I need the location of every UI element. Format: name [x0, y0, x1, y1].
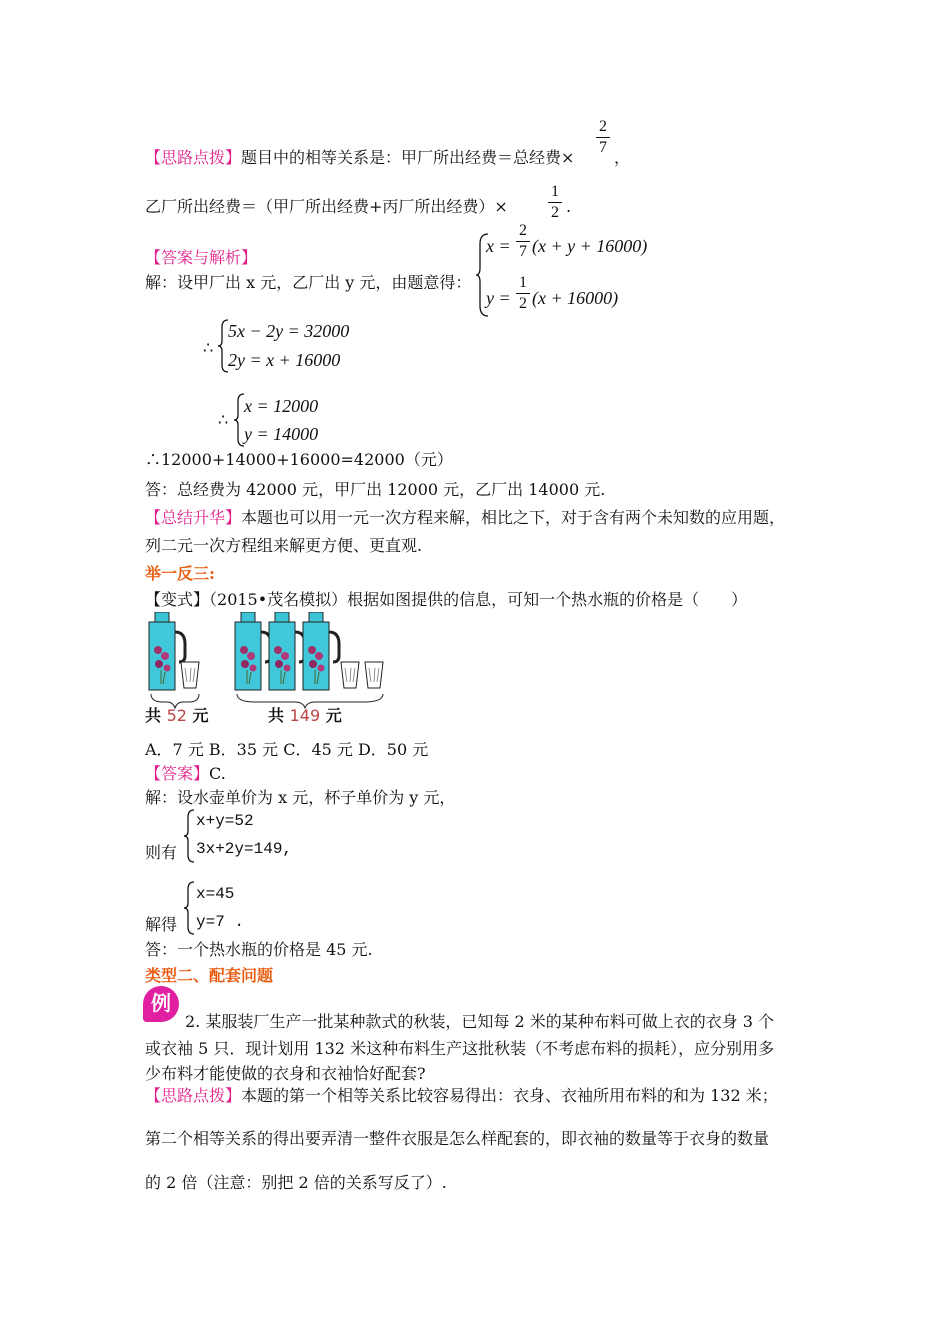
variant-eq1: x+y=52 [196, 812, 254, 830]
therefore-b: ∴ [203, 338, 214, 357]
answer1-tag: 【答案与解析】 [145, 248, 258, 267]
figure-label-2: 共 149 元 [268, 706, 342, 725]
hint1-text2: 乙厂所出经费＝（甲厂所出经费+丙厂所出经费）× [145, 197, 508, 216]
variant-sol2: y=7 . [196, 913, 245, 931]
system-a-eq2-rest: (x + 16000) [532, 288, 619, 308]
variant-answer: 【答案】C. [145, 764, 226, 783]
variant-options: A．7 元 B．35 元 C．45 元 D．50 元 [145, 740, 429, 759]
variant-tag: 【变式】 [145, 590, 210, 609]
thermos-icon [235, 612, 271, 690]
hint1-frac1: 2 7 [596, 118, 610, 157]
system-a-eq1-rest: (x + y + 16000) [532, 236, 648, 256]
system-c-eq2: y = 14000 [244, 424, 319, 444]
cup-icon [181, 662, 199, 688]
type2-hint-line2: 第二个相等关系的得出要弄清一整件衣服是怎么样配套的，即衣袖的数量等于衣身的数量 [145, 1129, 770, 1148]
answer1-final: 答：总经费为 42000 元，甲厂出 12000 元，乙厂出 14000 元. [145, 480, 606, 499]
variant-final: 答：一个热水瓶的价格是 45 元. [145, 940, 373, 959]
variant-answer-tag: 【答案】 [145, 764, 210, 783]
type2-line1: 2. 某服装厂生产一批某种款式的秋装，已知每 2 米的某种布料可做上衣的衣身 3 个 [185, 1012, 775, 1031]
hint1-frac2: 1 2 [548, 183, 562, 222]
thermos-icon [269, 612, 305, 690]
variant-setup: 解：设水壶单价为 x 元，杯子单价为 y 元， [145, 788, 456, 807]
answer1-sum: ∴12000+14000+16000=42000（元） [145, 450, 453, 469]
type2-heading: 类型二、配套问题 [145, 966, 274, 985]
variant-system-brace [184, 808, 196, 864]
answer1-setup: 解：设甲厂出 x 元，乙厂出 y 元，由题意得： [145, 273, 472, 292]
example-badge: 例 [143, 986, 179, 1022]
hint1-tail2: . [566, 197, 572, 216]
hint1-line2 [145, 197, 508, 217]
system-b-eq1: 5x − 2y = 32000 [228, 321, 350, 341]
hint1-text1: 题目中的相等关系是：甲厂所出经费＝总经费× [241, 148, 575, 167]
summary-tag: 【总结升华】 [145, 508, 242, 527]
summary-line2: 列二元一次方程组来解更方便、更直观. [145, 536, 423, 555]
variant-solution-brace [184, 880, 196, 936]
hint1-tag: 【思路点拨】 [145, 148, 242, 167]
variant-eq2: 3x+2y=149, [196, 840, 293, 858]
summary-line1: 【总结升华】本题也可以用一元一次方程来解，相比之下，对于含有两个未知数的应用题， [145, 508, 786, 527]
type2-hint-tag: 【思路点拨】 [145, 1086, 242, 1105]
cup-icon [341, 662, 359, 688]
hint1-tail1: ， [614, 148, 631, 167]
variant-sol1: x=45 [196, 885, 235, 903]
therefore-c: ∴ [218, 410, 229, 429]
system-b-eq2: 2y = x + 16000 [228, 350, 341, 370]
thermos-icon [303, 612, 339, 690]
variant-question-line: 【变式】（2015•茂名模拟）根据如图提供的信息，可知一个热水瓶的价格是（ ） [145, 590, 748, 609]
type2-hint-line1: 【思路点拨】本题的第一个相等关系比较容易得出：衣身、衣袖所用布料的和为 132 米； [145, 1086, 778, 1105]
variant-heading: 举一反三: [145, 564, 215, 583]
system-a-eq1: x = [486, 236, 511, 256]
system-a-eq2: y = [486, 288, 511, 308]
thermos-icon [149, 612, 185, 690]
figure-label-1: 共 52 元 [145, 706, 209, 725]
system-c-eq1: x = 12000 [244, 396, 319, 416]
type2-hint-line3: 的 2 倍（注意：别把 2 倍的关系写反了）. [145, 1173, 447, 1192]
type2-line2: 或衣袖 5 只．现计划用 132 米这种布料生产这批秋装（不考虑布料的损耗），应分别用多 [145, 1039, 775, 1058]
variant-solve: 解得 [145, 915, 178, 934]
type2-line3: 少布料才能使做的衣身和衣袖恰好配套? [145, 1064, 426, 1083]
system-a-eq2-frac: 1 2 [516, 274, 530, 313]
system-a-eq1-frac: 2 7 [516, 222, 530, 261]
cup-icon [365, 662, 383, 688]
variant-then: 则有 [145, 843, 178, 862]
hint1-line1 [145, 148, 574, 168]
